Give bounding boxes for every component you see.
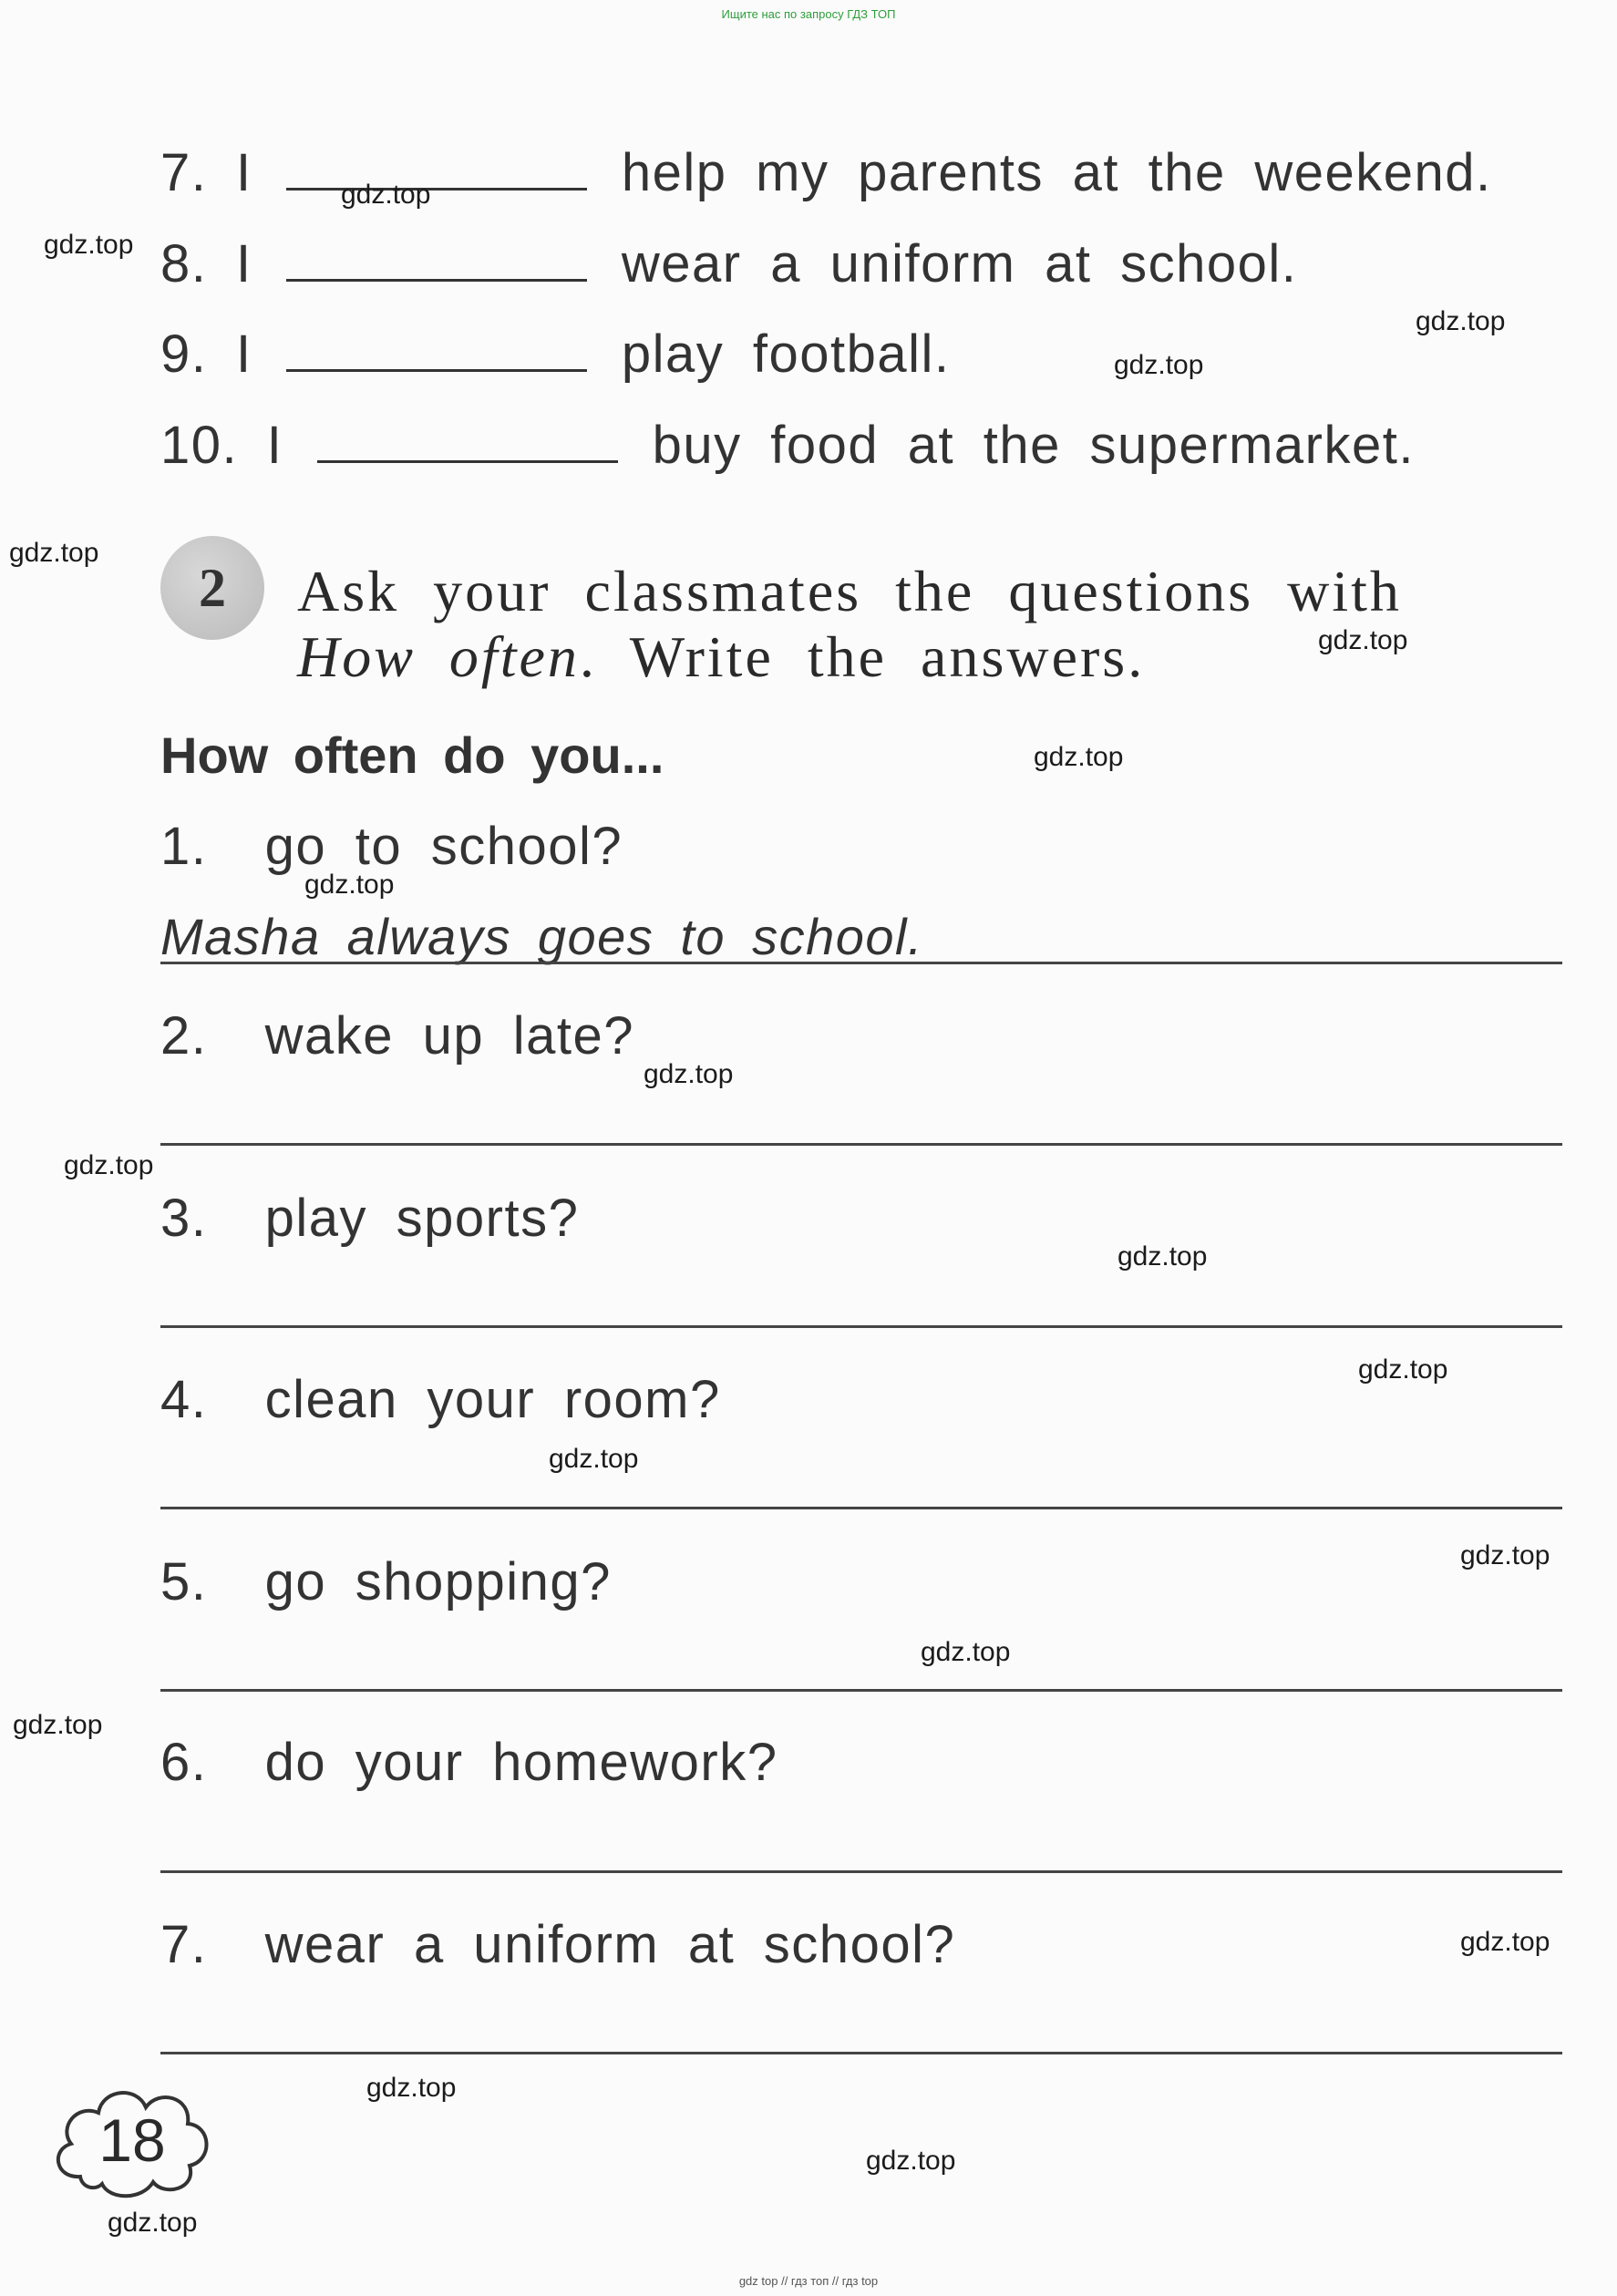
watermark: gdz.top [366,2073,457,2103]
watermark: gdz.top [921,1637,1011,1667]
subheading: How often do you... [160,726,664,784]
watermark: gdz.top [304,870,395,900]
watermark: gdz.top [1460,1540,1550,1570]
watermark: gdz.top [108,2208,198,2238]
watermark: gdz.top [1034,742,1124,772]
answer-line[interactable] [160,1325,1562,1328]
header-note: Ищите нас по запросу ГДЗ ТОП [721,7,896,21]
question-2: 2. wake up late? [160,1006,635,1066]
exercise1-line-10: 10. I buy food at the supermarket. [160,416,1415,475]
exercise-number-badge: 2 [160,536,264,640]
page-number: 18 [98,2106,166,2174]
watermark: gdz.top [549,1444,639,1474]
answer-line [160,962,1562,964]
question-3: 3. play sports? [160,1189,580,1248]
question-7: 7. wear a uniform at school? [160,1915,956,1974]
page-number-badge [46,2076,219,2204]
watermark: gdz.top [1114,350,1204,380]
watermark: gdz.top [44,230,134,260]
watermark: gdz.top [1318,625,1408,655]
question-5: 5. go shopping? [160,1552,612,1611]
exercise2-instruction-line2: How often. Write the answers. [297,624,1146,689]
answer-line[interactable] [160,2052,1562,2054]
answer-line[interactable] [160,1689,1562,1692]
answer-blank[interactable] [286,333,587,372]
watermark: gdz.top [644,1059,734,1089]
watermark: gdz.top [1460,1927,1550,1957]
watermark: gdz.top [341,180,431,210]
answer-blank[interactable] [286,242,587,282]
watermark: gdz.top [1117,1241,1208,1272]
exercise1-line-7: 7. I help my parents at the weekend. [160,143,1492,202]
question-6: 6. do your homework? [160,1733,778,1792]
answer-line[interactable] [160,1507,1562,1509]
answer-line[interactable] [160,1143,1562,1146]
watermark: gdz.top [9,538,99,568]
watermark: gdz.top [1416,306,1506,336]
answer-1[interactable]: Masha always goes to school. [160,908,924,965]
exercise2-instruction-line1: Ask your classmates the questions with [297,559,1402,623]
footer-note: gdz top // гдз топ // гдз top [738,2274,879,2288]
watermark: gdz.top [64,1150,154,1180]
question-1: 1. go to school? [160,817,623,876]
answer-blank[interactable] [286,151,587,190]
question-4: 4. clean your room? [160,1370,721,1429]
exercise1-line-9: 9. I play football. [160,324,951,384]
exercise1-line-8: 8. I wear a uniform at school. [160,234,1298,293]
watermark: gdz.top [13,1710,103,1740]
watermark: gdz.top [866,2146,956,2176]
watermark: gdz.top [1358,1354,1448,1385]
answer-blank[interactable] [317,424,618,463]
answer-line[interactable] [160,1870,1562,1873]
